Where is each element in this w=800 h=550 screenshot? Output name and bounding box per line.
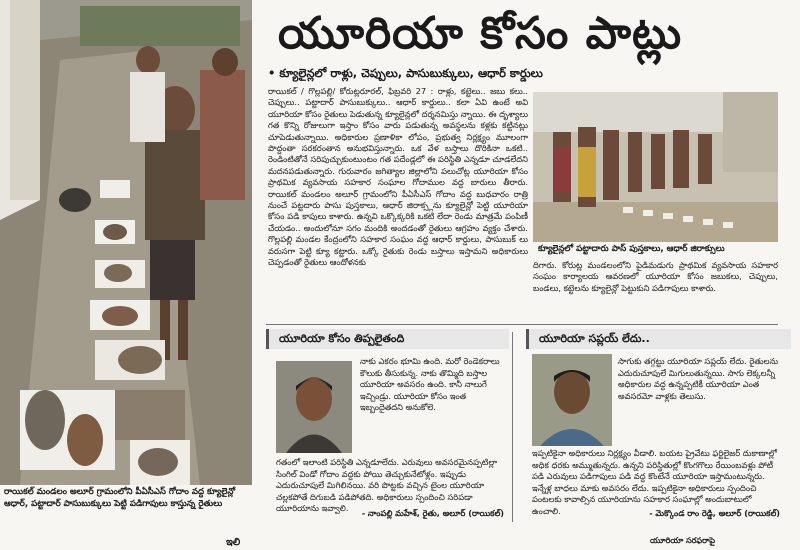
queue-photo-right xyxy=(533,92,778,242)
box2-quote-bottom: ఇప్పటికైనా అధికారులు నిర్లక్ష్యం వీడాలి. బయట ప్రైవేటు ఫర్టిలైజర్ దుకాణాల్లో అధిక ధరకు అమ్ముతున్నరు. ఉన్నని పరిస్థితుల్లో కొంగగొలు రేయింబవళ్లు పోటీ పడి ఎరువులు పడిగాపులు పడి వద్ద కొంటేనే యూరియా ఇస్తామంటున్నరు. ఇన్నేళ్ల బాధలు మాకు అవసరం లేదు. ఇప్పటికైనా అధికారులు స్పందించి పంటలకు కావాల్సిన యూరియాను సహకార సంఘాల్లో అందుబాటులో ఉంచాలి. xyxy=(532,448,777,516)
box1-title: యూరియా కోసం తిప్పలైతంది xyxy=(266,329,509,349)
box1-quote-bottom: గతంలో ఇలాంటి పరిస్థితి ఎన్నడూలేదు. ఎరువులు అవసరమైనప్పటిల్లా సింగిల్ విండో గోదాం వద్దకు పోయి తెచ్చుకునేటోళ్లం. ఇప్పుడు ఎదురుచూపులే మిగిలినయి. వరి పొట్టకు వచ్చిన టైంల యూరియా చల్లకపోతే దిగుబడి పడిపోతది. అధికారులు స్పందించి సరిపడా యూరియాను ఇవ్వాలి. xyxy=(276,457,497,514)
article-body-continued: దిగారు. కోరుట్ల మండలంలోని పైడిమడుగు ప్రాథమిక వ్యవసాయ సహకార సంఘం కార్యాలయ ఆవరణలో యూరియా కోసం జబుకలు, చెప్పులు, బండలు, కట్టెలను క్యూలైన్లో పెట్టుకుని పడిగాపులు కాశారు. xyxy=(533,260,778,293)
headline: యూరియా కోసం పాట్లు xyxy=(278,8,683,59)
queue-photo-left-graphic xyxy=(0,0,252,485)
box2-attribution: - మెక్కొండ రాం రెడ్డి, అలూర్ (రాయికల్) xyxy=(649,508,780,518)
box2-title: యూరియా సప్లయ్ లేదు.. xyxy=(526,329,791,349)
farmer-portrait-2 xyxy=(532,354,612,446)
section-divider xyxy=(266,324,778,325)
right-photo-caption: క్యూలైన్లలో పట్టాదారు పాస్ పుస్తకాలు, ఆధార్ జిరాక్సులు xyxy=(538,244,725,254)
subheadline: • క్యూలైన్లలో రాళ్లు, చెప్పులు, పాసుబుక్కులు, ఆధార్ కార్డులు xyxy=(268,66,543,80)
farmer-portrait-1-graphic xyxy=(276,361,352,453)
farmer-portrait-2-graphic xyxy=(532,354,612,446)
page-mark: ఇలి xyxy=(226,537,241,548)
box2-quote-top: సాగుకు తగ్గట్టు యూరియా సప్లయ్ లేదు. రైతులను ఎదురుచూపులే మిగులుతున్నయి. సాగు లెక్కలన్నీ అధికారుల వద్ద ఉన్నప్పటికీ యూరియా ఎంత అవసరమో వాళ్లకు తెలుసు. xyxy=(618,356,779,401)
left-photo-caption: రాయికల్ మండలం అలూర్ గ్రామంలోని పీఏసీఎస్ గోదాం వద్ద క్యూలైన్లో ఆధార్, పట్టాదార్ పాసుబుక్కులు పెట్టి పడిగాపులు కాస్తున్న రైతులు xyxy=(4,487,236,509)
queue-photo-left xyxy=(0,0,252,485)
farmer-portrait-1 xyxy=(276,361,352,453)
column-divider xyxy=(512,332,513,522)
queue-photo-right-graphic xyxy=(533,92,778,242)
article-body: రాయికల్ / గొల్లపల్లి/ కోరుట్లరూరల్, ఫిబ్రవరి 27 : రాళ్లు, కట్టెలు.. జబు కలు.. చెప్పులు.. పట్టాదార్ పాసుబుక్కులు.. ఆధార్ కార్డులు.. కలా ఏవి ఉంటే అవి యూరియా కోసం రైతులు పెడుతున్న క్యూలైన్లలో దర్శనమిస్తు న్నాయి. ఈ దృశ్యాలు గత కొన్ని రోజులుగా ఇస్తాం కోసం వారు పడుతున్న అవస్థలను కళ్లకు కట్టినట్లు చూపెడుతున్నాయి. అధికారుల ప్రణాళికా లోపం, ప్రభుత్వ నిర్లక్ష్యం మూలంగా పొద్దంతా సరకరంతాన అనుభవిస్తున్నారు. ఒక వేళ బస్తాలు దొరికినా ఒకటి.. రెండింటితోనే సరిపుచ్చుకుంటుంటం గత పదేండ్లలో ఈ పరిస్థితి ఎన్నడూ చూడలేదని మదనపడుతున్నారు. గురువారం జగిత్యాల జిల్లాలోని పలుచోట్ల యూరియా కోసం ప్రాథమిక వ్యవసాయ సహకార సంఘాల గోదాముల వద్ద బారులు తీరారు. రాయికల్ మండలం అలూర్ గ్రామంలోని పీఏసీఎస్ గోదాం వద్ద బుధవారం రాత్రి నుంచే పట్టదారు పాసు పుస్తకాలు, ఆధార్ జిరాక్స్లను క్యూలైన్లో పెట్టి యూరియా కోసం పడి కాపులు కాశారు. ఉన్నవి ఒక్కొక్కరికి ఒకటి లేదా రెండు మాత్రమే పంపిణీ చేయడం.. అందులోనూ సగం మందికి అందడంతో రైతులు ఆగ్రహం వ్యక్తం చేశారు. గొల్లపల్లి మండల కేంద్రంలోని సహకార సంఘం వద్ద ఆధార్ కార్డులు, పాసుబుక్ లు వరుసగా పెట్టి క్యూ కట్టారు. ఒక్కో రైతుకు రెండు బస్తాలు ఇస్తామని అధికారులు చెప్పడంతో రైతులు ఆందోళనకు xyxy=(268,86,528,268)
box1-attribution: - నాంపల్లి మహేశ్, రైతు, అలూర్ (రాయికల్) xyxy=(361,508,504,518)
next-article-hint: యూరియా సరఫరాపై xyxy=(650,536,716,545)
box1-quote-top: నాకు ఎకరం భూమి ఉంది. మరో రెండెకరాలు కౌలుకు తీసుకున్న. నాకు తొమ్మిది బస్తాల యూరియా అవసరం ఉంది. కానీ నాలుగే ఇచ్చిండ్రు. యూరియా కోసం ఇంత ఇబ్బందైతదని అనుకోలె. xyxy=(360,356,500,413)
